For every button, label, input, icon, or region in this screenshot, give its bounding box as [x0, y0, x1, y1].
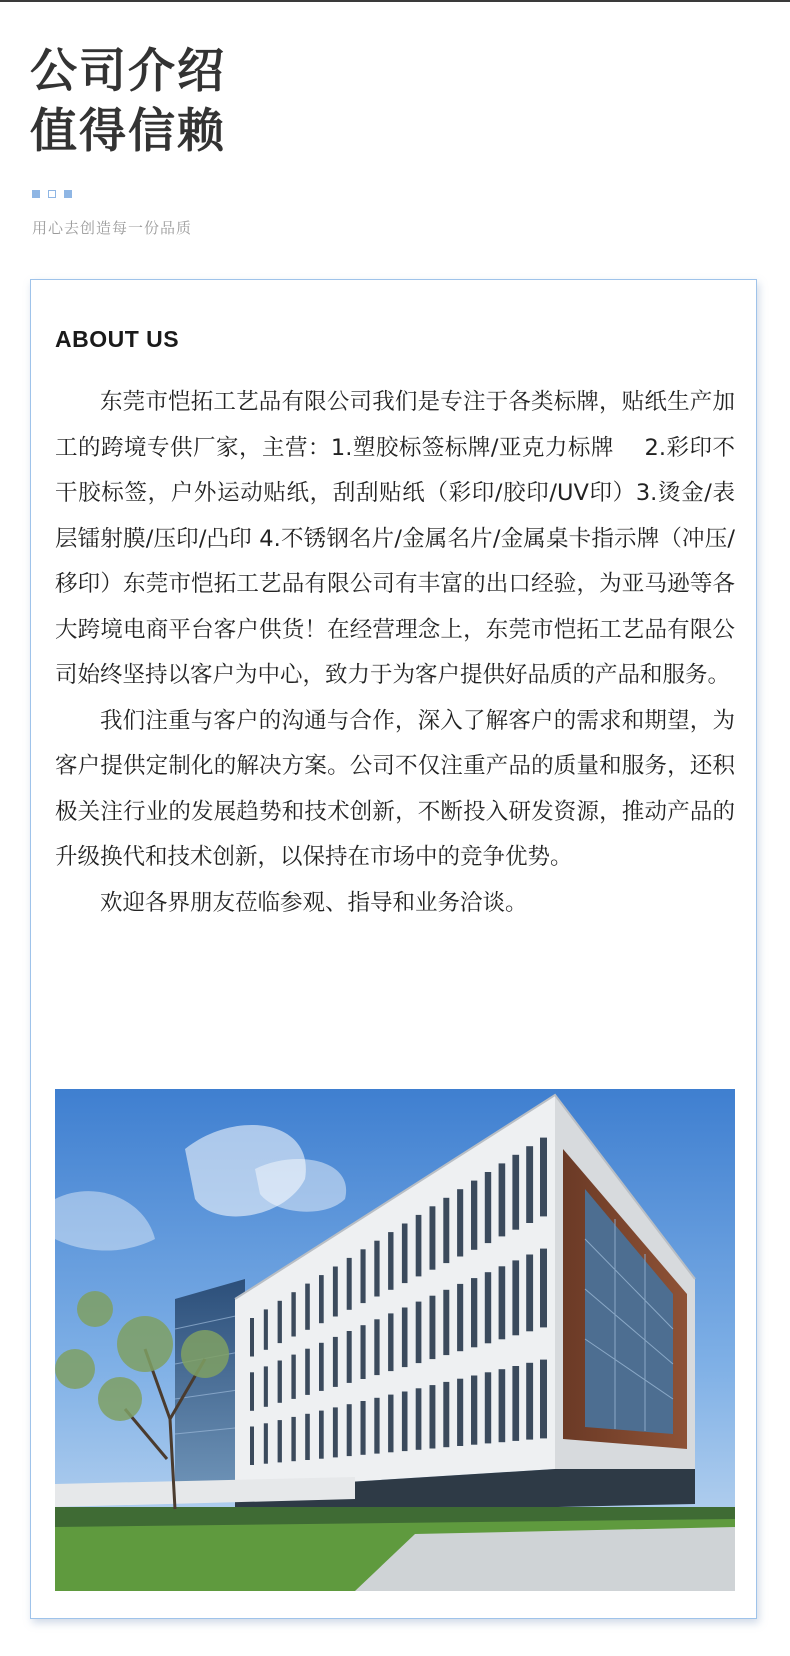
window-strip: [471, 1278, 477, 1347]
filled-square-icon: [64, 190, 72, 198]
window-strip: [347, 1331, 352, 1383]
about-paragraph: 我们注重与客户的沟通与合作，深入了解客户的需求和期望，为客户提供定制化的解决方案。公司不仅注重产品的质量和服务，还积极关注行业的发展趋势和技术创新，不断投入研发资源，推动产品的升级换代和技术创新，以保持在市场中的竞争优势。: [55, 707, 735, 870]
window-strip: [416, 1215, 422, 1277]
filled-square-icon: [32, 190, 40, 198]
window-strip: [333, 1267, 338, 1317]
window-strip: [319, 1343, 324, 1391]
about-paragraph: 欢迎各界朋友莅临参观、指导和业务洽谈。: [100, 889, 528, 916]
window-strip: [512, 1260, 519, 1335]
window-strip: [430, 1206, 436, 1269]
window-strip: [416, 1388, 422, 1450]
window-strip: [250, 1372, 254, 1411]
window-strip: [319, 1275, 324, 1323]
window-strip: [291, 1355, 295, 1399]
window-strip: [457, 1284, 463, 1351]
window-strip: [430, 1296, 436, 1359]
window-strip: [471, 1181, 477, 1250]
window-strip: [443, 1290, 449, 1355]
window-strip: [443, 1198, 449, 1263]
window-strip: [374, 1319, 379, 1375]
window-strip: [361, 1325, 366, 1379]
top-divider: [0, 0, 790, 2]
window-strip: [457, 1379, 463, 1446]
page-title-line-1: 公司介绍: [30, 44, 226, 99]
window-strip: [305, 1284, 310, 1330]
window-strip: [374, 1398, 379, 1454]
window-strip: [361, 1249, 366, 1303]
window-strip: [402, 1308, 408, 1368]
window-strip: [540, 1249, 547, 1328]
window-strip: [278, 1361, 282, 1403]
window-strip: [333, 1337, 338, 1387]
window-strip: [499, 1369, 506, 1442]
window-strip: [485, 1372, 491, 1443]
window-strip: [416, 1302, 422, 1364]
window-strip: [526, 1255, 533, 1332]
window-strip: [512, 1155, 519, 1230]
window-strip: [499, 1163, 506, 1236]
window-strip: [471, 1376, 477, 1445]
window-strip: [264, 1309, 268, 1349]
window-strip: [388, 1395, 393, 1453]
window-strip: [305, 1414, 310, 1460]
window-strip: [512, 1366, 519, 1441]
about-heading: ABOUT US: [55, 326, 180, 352]
about-body: [55, 380, 735, 926]
window-strip: [526, 1146, 533, 1223]
slogan: 用心去创造每一份品质: [32, 219, 193, 237]
about-paragraph: 东莞市恺拓工艺品有限公司我们是专注于各类标牌，贴纸生产加工的跨境专供厂家，主营：1.塑胶标签标牌/亚克力标牌 2.彩印不干胶标签，户外运动贴纸，刮刮贴纸（彩印/胶印/UV印）3.烫金/表层镭射膜/压印/凸印 4.不锈钢名片/金属名片/金属桌卡指示牌（冲压/移印）东莞市恺拓工艺品有限公司有丰富的出口经验，为亚马逊等各大跨境电商平台客户供货！在经营理念上，东莞市恺拓工艺品有限公司始终坚持以客户为中心，致力于为客户提供好品质的产品和服务。: [55, 389, 735, 688]
window-strip: [540, 1360, 547, 1439]
company-building-photo: [55, 1089, 735, 1591]
page-title-line-2: 值得信赖: [30, 104, 226, 159]
window-strip: [264, 1366, 268, 1406]
window-strip: [333, 1407, 338, 1457]
window-strip: [485, 1172, 491, 1243]
window-strip: [291, 1417, 295, 1461]
window-strip: [361, 1401, 366, 1455]
window-strip: [540, 1138, 547, 1217]
window-strip: [402, 1392, 408, 1452]
window-strip: [526, 1363, 533, 1440]
window-strip: [485, 1272, 491, 1343]
window-strip: [457, 1189, 463, 1256]
window-strip: [305, 1349, 310, 1395]
outline-square-icon: [48, 190, 56, 198]
window-strip: [374, 1241, 379, 1297]
window-strip: [250, 1427, 254, 1466]
window-strip: [388, 1313, 393, 1371]
window-strip: [278, 1301, 282, 1343]
window-strip: [402, 1224, 408, 1284]
window-strip: [347, 1404, 352, 1456]
window-strip: [347, 1258, 352, 1310]
window-strip: [443, 1382, 449, 1447]
window-strip: [250, 1318, 254, 1357]
window-strip: [499, 1266, 506, 1339]
window-strip: [388, 1232, 393, 1290]
window-strip: [264, 1423, 268, 1463]
window-strip: [430, 1385, 436, 1448]
window-strip: [278, 1420, 282, 1462]
about-card: [30, 279, 757, 1619]
window-strip: [291, 1292, 295, 1336]
window-strip: [319, 1411, 324, 1459]
